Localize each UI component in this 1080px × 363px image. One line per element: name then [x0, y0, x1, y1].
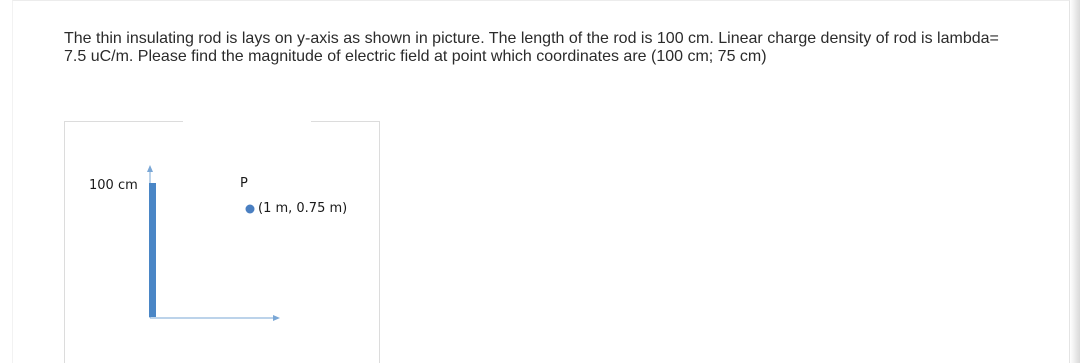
scroll-edge — [1070, 0, 1080, 363]
rod-length-label: 100 cm — [89, 178, 138, 193]
question-paragraph: The thin insulating rod is lays on y-axis as shown in picture. The length of the rod is 100 cm. Linear charge density of rod is lambda= 7.5 uC/m. Please find the magnitude of electric field at point which coordinates are (100 cm; 75 cm) — [64, 30, 999, 65]
point-p-label: P — [240, 176, 248, 191]
y-axis-arrow-icon — [147, 165, 153, 172]
diagram-figure — [64, 121, 380, 363]
question-text — [64, 30, 1024, 66]
point-coordinates-label: (1 m, 0.75 m) — [258, 201, 348, 216]
charged-rod — [149, 183, 156, 317]
diagram-drawing — [65, 122, 381, 363]
x-axis-arrow-icon — [273, 315, 280, 321]
point-p-marker — [246, 205, 255, 214]
